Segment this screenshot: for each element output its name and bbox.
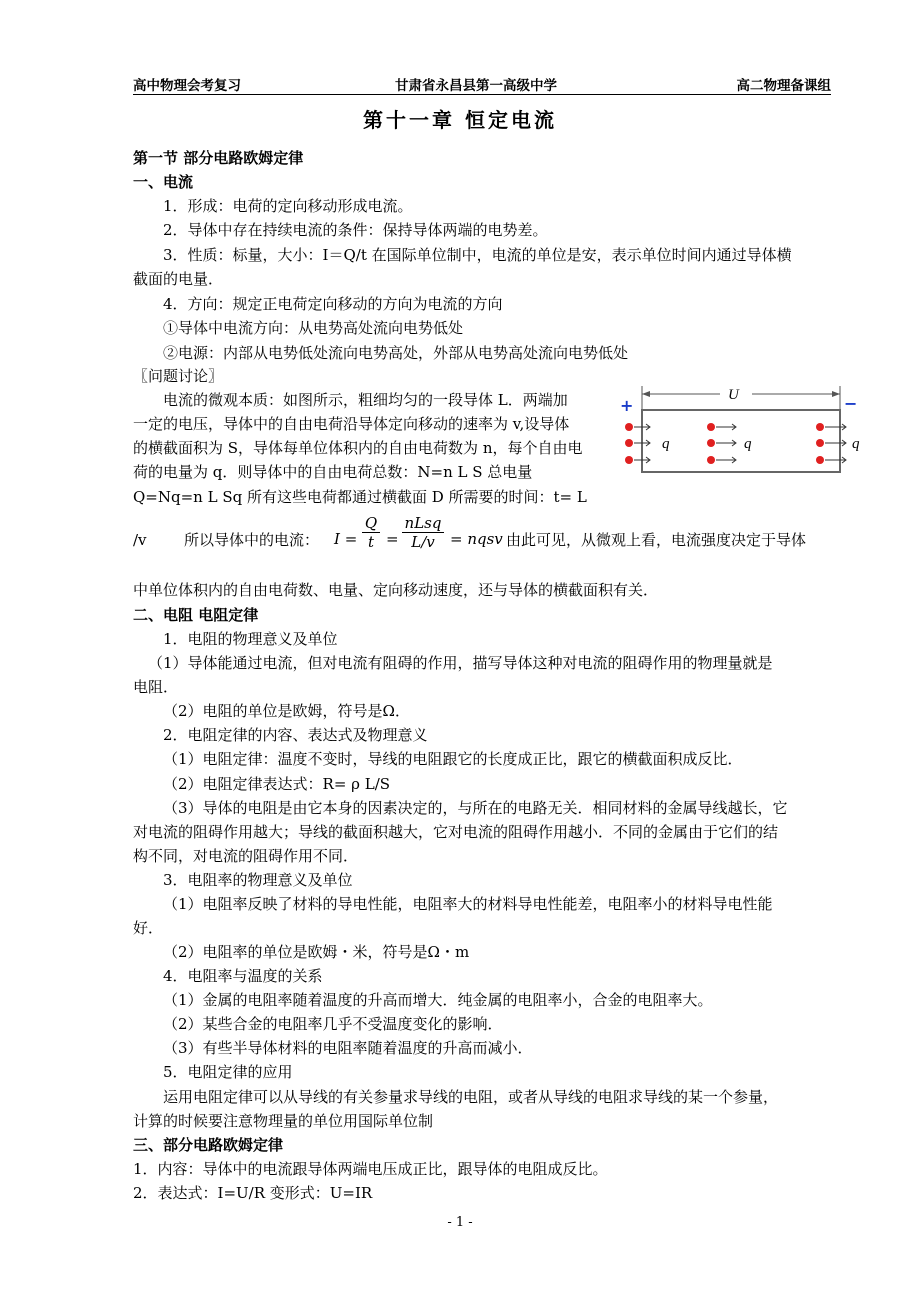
paragraph: 1．形成：电荷的定向移动形成电流。 [163, 197, 413, 215]
voltage-label: U [728, 387, 739, 403]
paragraph: 3．性质：标量，大小：I＝Q/t 在国际单位制中，电流的单位是安，表示单位时间内通过导体横 [163, 246, 792, 264]
charge-label: q [744, 436, 752, 452]
paragraph: 中单位体积内的自由电荷数、电量、定向移动速度，还与导体的横截面积有关． [133, 581, 659, 599]
formula-lhs: I = [334, 530, 358, 548]
paragraph: Q=Nq=n L Sq 所有这些电荷都通过横截面 D 所需要的时间：t= L [133, 488, 587, 506]
paragraph: 2．电阻定律的内容、表达式及物理意义 [163, 726, 428, 744]
paragraph: （2）电阻率的单位是欧姆・米，符号是Ω・m [163, 943, 470, 961]
paragraph: （1）金属的电阻率随着温度的升高而增大．纯金属的电阻率小，合金的电阻率大。 [163, 991, 713, 1009]
paragraph: 电阻． [133, 678, 179, 696]
paragraph: ①导体中电流方向：从电势高处流向电势低处 [163, 319, 464, 337]
discussion-label: 〖问题讨论〗 [133, 367, 224, 385]
plus-sign: + [620, 396, 634, 415]
header-right: 高二物理备课组 [736, 78, 831, 94]
fraction-q-over-t [362, 514, 380, 551]
paragraph: 好． [133, 919, 164, 937]
paragraph: 运用电阻定律可以从导线的有关参量求导线的电阻，或者从导线的电阻求导线的某一个参量， [163, 1088, 779, 1106]
charge-column-right [816, 423, 824, 464]
paragraph: 电流的微观本质：如图所示，粗细均匀的一段导体 L．两端加 [163, 391, 568, 409]
page-number: - 1 - [447, 1215, 473, 1230]
heading-resistance: 二、电阻 电阻定律 [133, 606, 259, 624]
paragraph: （3）导体的电阻是由它本身的因素决定的，与所在的电路无关．相同材料的金属导线越长，它 [163, 799, 788, 817]
paragraph: 由此可见，从微观上看，电流强度决定于导体 [506, 531, 807, 549]
numerator: nLsq [404, 514, 442, 532]
header-left: 高中物理会考复习 [133, 78, 241, 94]
paragraph: 计算的时候要注意物理量的单位用国际单位制 [133, 1112, 434, 1130]
paragraph: 截面的电量． [133, 270, 224, 288]
heading-current: 一、电流 [133, 173, 194, 191]
paragraph: （2）电阻的单位是欧姆，符号是Ω． [163, 702, 410, 720]
paragraph: 4．方向：规定正电荷定向移动的方向为电流的方向 [163, 295, 503, 313]
equals-sign: = [386, 530, 399, 548]
charge-column-left [625, 423, 633, 464]
paragraph: （1）电阻率反映了材料的导电性能，电阻率大的材料导电性能差，电阻率小的材料导电性能 [163, 895, 773, 913]
paragraph: 一定的电压，导体中的自由电荷沿导体定向移动的速率为 v,设导体 [133, 415, 570, 433]
paragraph: /v [133, 531, 147, 549]
denominator: t [367, 533, 375, 551]
minus-sign: − [844, 394, 858, 413]
paragraph: 所以导体中的电流： [184, 531, 320, 549]
numerator: Q [364, 514, 378, 532]
paragraph: （1）导体能通过电流，但对电流有阻碍的作用，描写导体这种对电流的阻碍作用的物理量就是 [148, 654, 773, 672]
paragraph: 1．内容：导体中的电流跟导体两端电压成正比，跟导体的电阻成反比。 [133, 1160, 608, 1178]
paragraph: （2）电阻定律表达式：R= ρ L/S [163, 775, 391, 793]
paragraph: 4．电阻率与温度的关系 [163, 967, 323, 985]
paragraph: 2．表达式：I=U/R 变形式：U=IR [133, 1184, 373, 1202]
charge-label: q [662, 436, 670, 452]
header-center: 甘肃省永昌县第一高级中学 [395, 78, 557, 94]
chapter-title: 第十一章 恒定电流 [363, 108, 557, 132]
paragraph: 2．导体中存在持续电流的条件：保持导体两端的电势差。 [163, 221, 548, 239]
page-header [133, 72, 831, 95]
paragraph: （1）电阻定律：温度不变时，导线的电阻跟它的长度成正比，跟它的横截面积成反比． [163, 750, 743, 768]
paragraph: （2）某些合金的电阻率几乎不受温度变化的影响． [163, 1015, 503, 1033]
paragraph: 3．电阻率的物理意义及单位 [163, 871, 353, 889]
paragraph: （3）有些半导体材料的电阻率随着温度的升高而减小． [163, 1039, 533, 1057]
formula-rhs: = nqsv [450, 530, 503, 548]
paragraph: 5．电阻定律的应用 [163, 1063, 293, 1081]
paragraph: ②电源：内部从电势低处流向电势高处，外部从电势高处流向电势低处 [163, 344, 629, 362]
paragraph: 1．电阻的物理意义及单位 [163, 630, 338, 648]
paragraph: 的横截面积为 S，导体每单位体积内的自由电荷数为 n，每个自由电 [133, 439, 583, 457]
conductor-diagram [612, 382, 872, 490]
charge-label: q [852, 436, 860, 452]
section-heading: 第一节 部分电路欧姆定律 [133, 149, 304, 167]
fraction-nlsq [402, 514, 444, 551]
paragraph: 构不同，对电流的阻碍作用不同． [133, 847, 359, 865]
charge-column-middle [707, 423, 715, 464]
paragraph: 荷的电量为 q．则导体中的自由电荷总数：N=n L S 总电量 [133, 463, 533, 481]
denominator: L/v [411, 533, 435, 551]
paragraph: 对电流的阻碍作用越大；导线的截面积越大，它对电流的阻碍作用越小．不同的金属由于它们的结 [133, 823, 779, 841]
heading-ohm-law: 三、部分电路欧姆定律 [133, 1136, 284, 1154]
